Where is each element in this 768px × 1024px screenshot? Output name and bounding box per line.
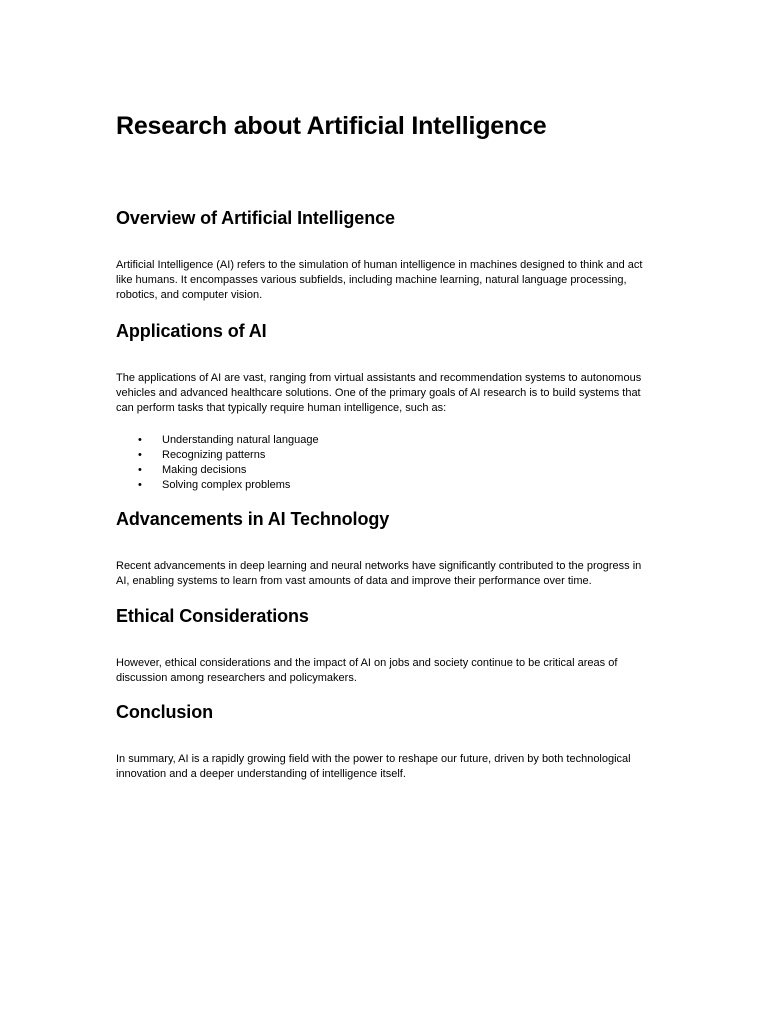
bullet-list bbox=[116, 433, 656, 493]
bullet-icon: • bbox=[138, 449, 142, 462]
list-item bbox=[116, 463, 656, 478]
section-paragraph: The applications of AI are vast, ranging from virtual assistants and recommendation systems to autonomous vehicles and advanced healthcare solutions. One of the primary goals of AI research is to build systems that can perform tasks that typically require human intelligence, such as: bbox=[116, 371, 642, 415]
document-body bbox=[116, 110, 656, 782]
section-paragraph: In summary, AI is a rapidly growing field with the power to reshape our future, driven by both technological innovation and a deeper understanding of intelligence itself. bbox=[116, 753, 631, 781]
section-heading: Overview of Artificial Intelligence bbox=[116, 208, 395, 228]
section-paragraph: Artificial Intelligence (AI) refers to the simulation of human intelligence in machines designed to think and act like humans. It encompasses various subfields, including machine learning, natural language processing, robotics, and computer vision. bbox=[116, 259, 643, 302]
list-item-text: Understanding natural language bbox=[162, 434, 319, 447]
bullet-icon: • bbox=[138, 464, 142, 477]
section-heading: Advancements in AI Technology bbox=[116, 509, 390, 530]
bullet-icon: • bbox=[138, 479, 142, 492]
list-item bbox=[116, 478, 656, 493]
bullet-icon: • bbox=[138, 434, 142, 447]
section-conclusion bbox=[116, 700, 656, 782]
list-item-text: Making decisions bbox=[162, 464, 247, 477]
list-item bbox=[116, 448, 656, 463]
section-heading: Applications of AI bbox=[116, 320, 267, 341]
list-item bbox=[116, 433, 656, 448]
section-overview bbox=[116, 206, 656, 304]
section-heading: Conclusion bbox=[116, 702, 213, 723]
section-paragraph: However, ethical considerations and the impact of AI on jobs and society continue to be critical areas of discussion among researchers and policymakers. bbox=[116, 656, 618, 684]
section-heading: Ethical Considerations bbox=[116, 605, 309, 626]
section-paragraph: Recent advancements in deep learning and neural networks have significantly contributed to the progress in AI, enabling systems to learn from vast amounts of data and improve their performance over time. bbox=[116, 560, 642, 588]
document-title: Research about Artificial Intelligence bbox=[116, 112, 547, 140]
list-item-text: Recognizing patterns bbox=[162, 449, 266, 462]
section-ethics bbox=[116, 604, 656, 686]
section-applications bbox=[116, 319, 656, 494]
list-item-text: Solving complex problems bbox=[162, 479, 291, 492]
section-advancements bbox=[116, 507, 656, 589]
